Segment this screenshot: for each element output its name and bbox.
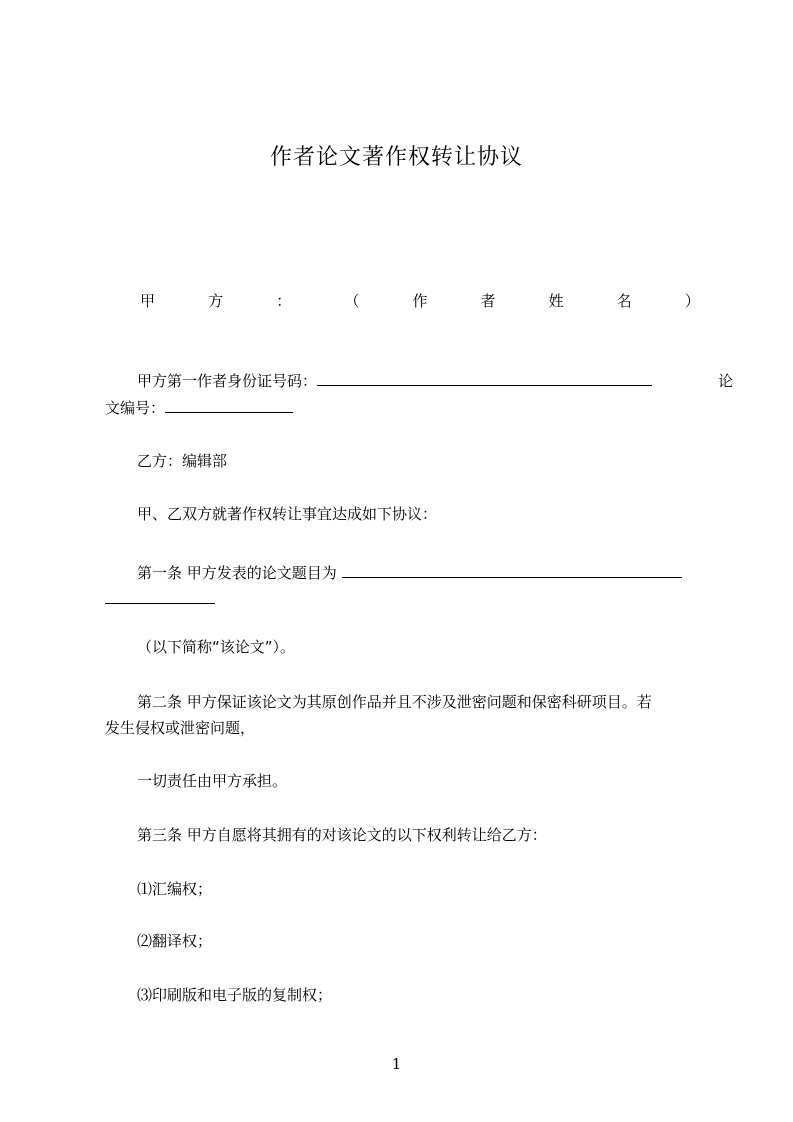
- party-a-char: 名: [616, 292, 632, 310]
- party-b-line: 乙方：编辑部: [137, 452, 228, 470]
- paper-number-line: [105, 395, 701, 421]
- page-number: 1: [391, 1055, 402, 1073]
- right-item: ⑶印刷版和电子版的复制权；: [137, 986, 333, 1004]
- party-a-char: （: [344, 292, 360, 310]
- right-item: ⑵翻译权；: [137, 932, 213, 950]
- party-a-char: ）: [684, 292, 700, 310]
- document-title: 作者论文著作权转让协议: [269, 145, 523, 170]
- right-item: ⑴汇编权；: [137, 880, 213, 898]
- party-a-char: 作: [412, 292, 428, 310]
- party-a-char: 甲: [140, 292, 156, 310]
- party-a-row: [140, 290, 700, 311]
- intro-line: 甲、乙双方就著作权转让事宜达成如下协议：: [137, 505, 438, 523]
- id-number-label: 甲方第一作者身份证号码：: [137, 372, 318, 390]
- article-3-line: 第三条 甲方自愿将其拥有的对该论文的以下权利转让给乙方：: [137, 826, 547, 844]
- party-a-char: 者: [480, 292, 496, 310]
- article-2-line-2: 发生侵权或泄密问题，: [105, 719, 256, 737]
- party-a-char: 姓: [548, 292, 564, 310]
- article-1-continuation: （以下简称“该论文”）。: [137, 638, 296, 656]
- paper-number-blank[interactable]: [165, 397, 293, 413]
- article-1-line: [105, 560, 733, 586]
- id-number-blank[interactable]: [317, 370, 652, 386]
- article-1-label: 第一条 甲方发表的论文题目为: [137, 564, 337, 582]
- party-a-char: ：: [276, 292, 292, 310]
- id-number-line: [105, 368, 733, 394]
- article-1-blank-line: [105, 586, 701, 612]
- article-2-line-1: 第二条 甲方保证该论文为其原创作品并且不涉及泄密问题和保密科研项目。若: [137, 693, 652, 711]
- article-2-continuation: 一切责任由甲方承担。: [137, 772, 288, 790]
- party-a-char: 方: [208, 292, 224, 310]
- id-number-tail: 论: [717, 372, 733, 390]
- paper-title-blank-continued[interactable]: [105, 588, 215, 604]
- paper-number-label: 文编号：: [105, 399, 166, 417]
- paper-title-blank[interactable]: [342, 562, 682, 578]
